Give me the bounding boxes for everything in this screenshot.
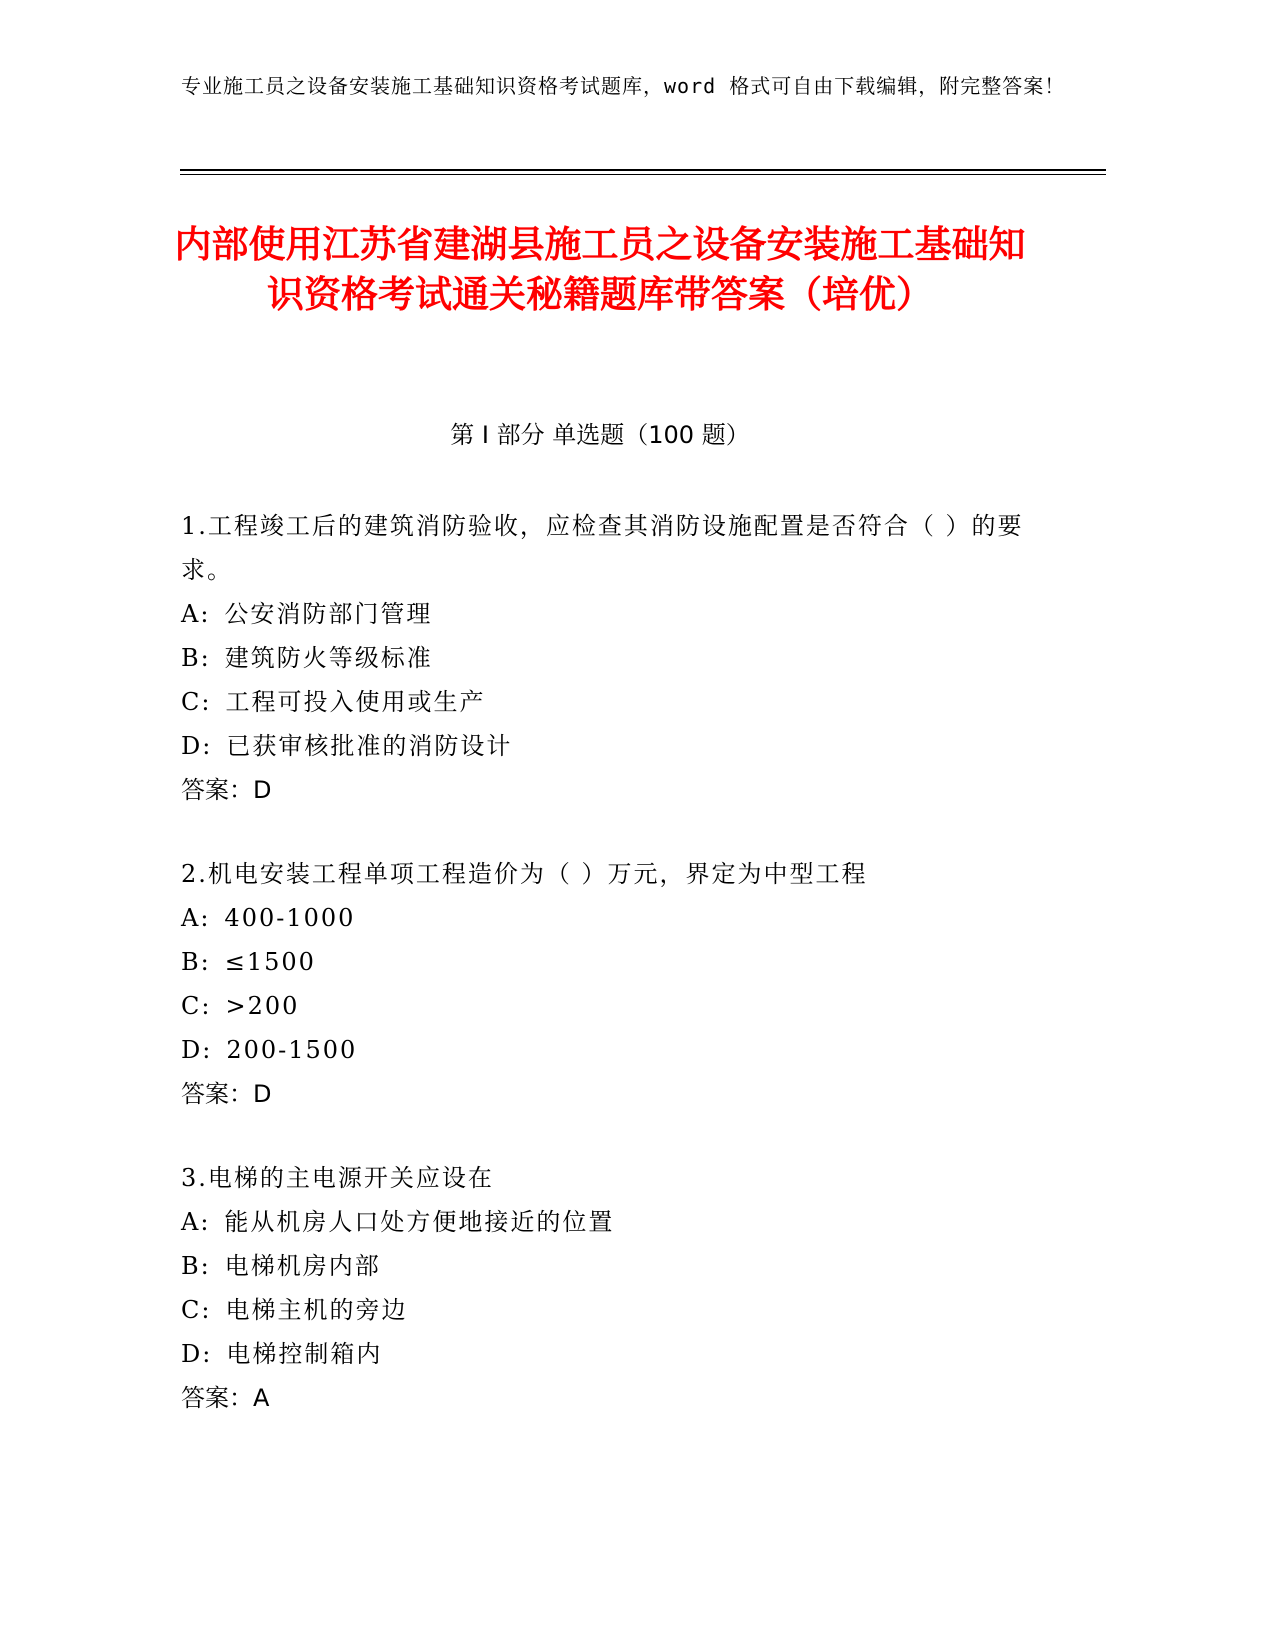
option-c bbox=[181, 1288, 1041, 1332]
option-text: 能从机房人口处方便地接近的位置 bbox=[224, 1208, 615, 1236]
option-text: 400-1000 bbox=[224, 904, 356, 932]
option-text: 公安消防部门管理 bbox=[224, 600, 433, 628]
option-letter: A: bbox=[181, 600, 211, 628]
document-title: 内部使用江苏省建湖县施工员之设备安装施工基础知识资格考试通关秘籍题库带答案（培优） bbox=[174, 223, 1026, 316]
answer-line: 答案：A bbox=[181, 1384, 270, 1412]
question-1 bbox=[181, 504, 1041, 812]
option-text: 工程可投入使用或生产 bbox=[225, 688, 486, 716]
question-stem: 2.机电安装工程单项工程造价为（ ）万元，界定为中型工程 bbox=[181, 860, 868, 888]
option-letter: D: bbox=[181, 732, 213, 760]
question-stem: 1.工程竣工后的建筑消防验收，应检查其消防设施配置是否符合（ ）的要求。 bbox=[181, 512, 1024, 584]
option-a bbox=[181, 1200, 1041, 1244]
option-letter: B: bbox=[181, 1252, 211, 1280]
option-c bbox=[181, 680, 1041, 724]
option-a bbox=[181, 896, 1041, 940]
option-letter: C: bbox=[181, 992, 212, 1020]
option-letter: D: bbox=[181, 1036, 213, 1064]
option-letter: C: bbox=[181, 688, 212, 716]
option-d bbox=[181, 1332, 1041, 1376]
header-divider-thick bbox=[180, 169, 1106, 171]
option-text: ≤1500 bbox=[224, 948, 316, 976]
option-b bbox=[181, 1244, 1041, 1288]
option-b bbox=[181, 940, 1041, 984]
option-a bbox=[181, 592, 1041, 636]
option-letter: D: bbox=[181, 1340, 213, 1368]
answer-line: 答案：D bbox=[181, 1080, 272, 1108]
option-letter: A: bbox=[181, 904, 211, 932]
option-text: 已获审核批准的消防设计 bbox=[226, 732, 513, 760]
option-text: 电梯机房内部 bbox=[224, 1252, 381, 1280]
option-text: 建筑防火等级标准 bbox=[224, 644, 433, 672]
section-heading: 第 I 部分 单选题（100 题） bbox=[450, 421, 750, 449]
option-letter: B: bbox=[181, 644, 211, 672]
question-3 bbox=[181, 1156, 1041, 1420]
option-text: 200-1500 bbox=[226, 1036, 358, 1064]
header-divider-thin bbox=[180, 174, 1106, 175]
option-letter: B: bbox=[181, 948, 211, 976]
question-stem: 3.电梯的主电源开关应设在 bbox=[181, 1164, 494, 1192]
question-2 bbox=[181, 852, 1041, 1116]
option-letter: A: bbox=[181, 1208, 211, 1236]
option-d bbox=[181, 724, 1041, 768]
option-d bbox=[181, 1028, 1041, 1072]
option-b bbox=[181, 636, 1041, 680]
option-text: 电梯主机的旁边 bbox=[225, 1296, 408, 1324]
option-letter: C: bbox=[181, 1296, 212, 1324]
option-text: >200 bbox=[225, 992, 300, 1020]
header-note: 专业施工员之设备安装施工基础知识资格考试题库，word 格式可自由下载编辑，附完整答案！ bbox=[181, 74, 1066, 98]
answer-line: 答案：D bbox=[181, 776, 272, 804]
option-text: 电梯控制箱内 bbox=[226, 1340, 383, 1368]
option-c bbox=[181, 984, 1041, 1028]
